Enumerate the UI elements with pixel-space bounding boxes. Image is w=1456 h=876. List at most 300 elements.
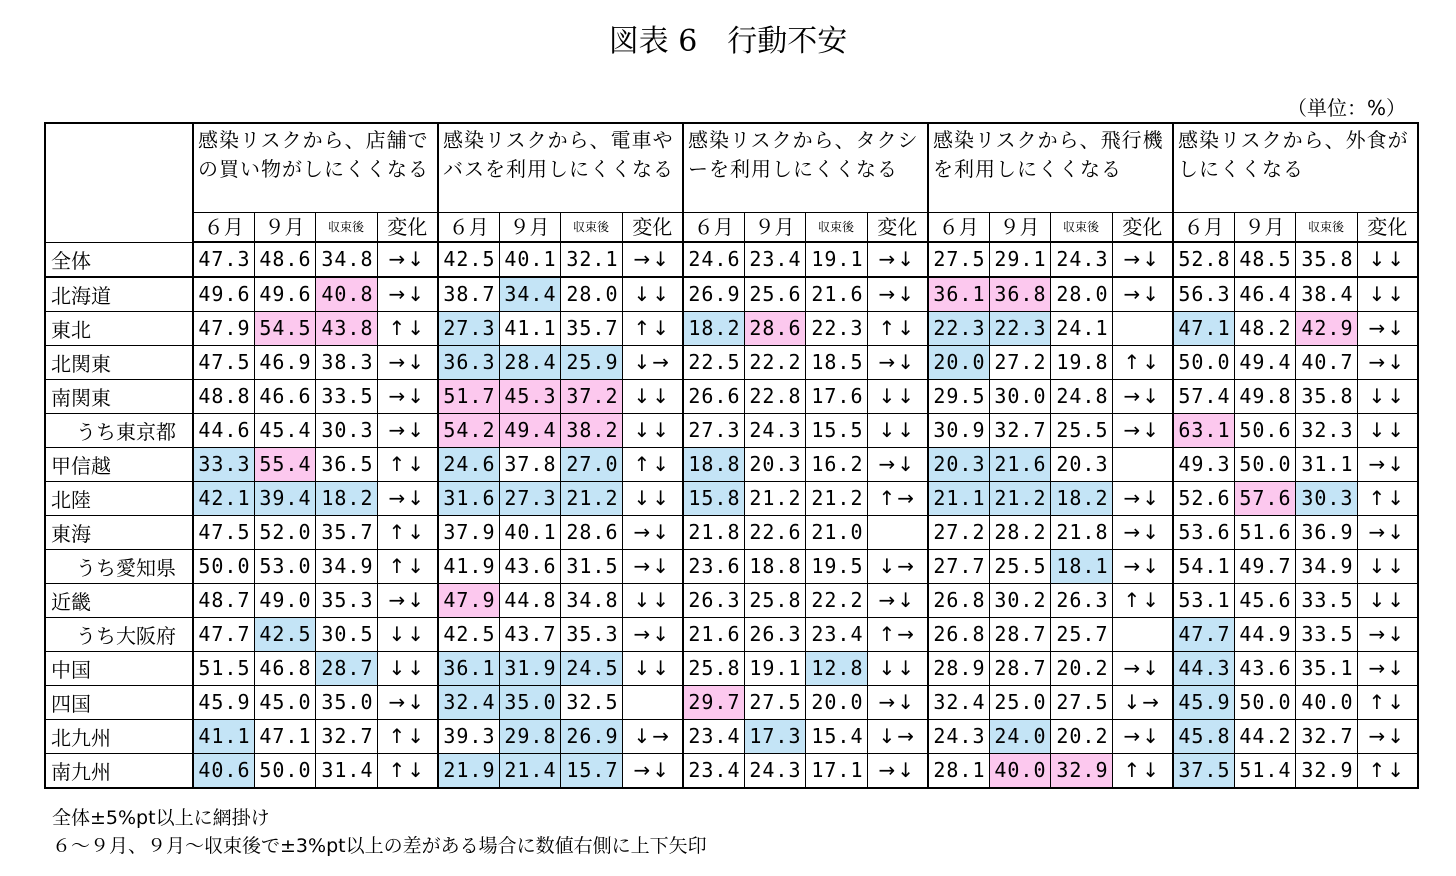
value-cell: 45.3	[499, 379, 560, 413]
change-arrows: →↓	[1112, 277, 1173, 312]
value-cell: 42.9	[1295, 311, 1357, 345]
period-header: 収束後	[560, 213, 622, 243]
value-cell: 23.4	[744, 242, 805, 277]
value-cell: 45.8	[1173, 719, 1234, 753]
value-cell: 32.5	[560, 685, 622, 719]
change-arrows: ↓↓	[1357, 549, 1418, 583]
value-cell: 40.1	[499, 515, 560, 549]
value-cell: 23.6	[683, 549, 744, 583]
value-cell: 50.6	[1234, 413, 1295, 447]
value-cell: 30.9	[928, 413, 989, 447]
change-arrows	[867, 515, 928, 549]
value-cell: 24.3	[1050, 242, 1112, 277]
figure-title: 図表 6 行動不安	[608, 24, 848, 59]
value-cell: 44.3	[1173, 651, 1234, 685]
value-cell: 17.6	[805, 379, 867, 413]
value-cell: 39.4	[254, 481, 315, 515]
value-cell: 43.7	[499, 617, 560, 651]
value-cell: 26.8	[928, 583, 989, 617]
change-arrows: ↑↓	[377, 753, 438, 788]
table-row	[45, 345, 1418, 379]
value-cell: 33.5	[315, 379, 377, 413]
value-cell: 21.1	[928, 481, 989, 515]
change-arrows: →↓	[622, 242, 683, 277]
change-arrows: →↓	[622, 617, 683, 651]
value-cell: 24.6	[438, 447, 499, 481]
value-cell: 51.4	[1234, 753, 1295, 788]
value-cell: 25.6	[744, 277, 805, 312]
value-cell: 21.0	[805, 515, 867, 549]
period-header: 変化	[377, 213, 438, 243]
period-header: 収束後	[1295, 213, 1357, 243]
value-cell: 27.0	[560, 447, 622, 481]
value-cell: 25.5	[989, 549, 1050, 583]
change-arrows: →↓	[1112, 379, 1173, 413]
value-cell: 27.5	[928, 242, 989, 277]
value-cell: 21.2	[560, 481, 622, 515]
value-cell: 21.8	[1050, 515, 1112, 549]
value-cell: 24.3	[744, 413, 805, 447]
period-header: ６月	[928, 213, 989, 243]
change-arrows: →↓	[377, 583, 438, 617]
value-cell: 30.3	[1295, 481, 1357, 515]
value-cell: 21.9	[438, 753, 499, 788]
value-cell: 30.2	[989, 583, 1050, 617]
value-cell: 45.9	[1173, 685, 1234, 719]
value-cell: 18.8	[683, 447, 744, 481]
category-header: 感染リスクから、電車やバスを利用しにくくなる	[438, 123, 683, 213]
value-cell: 54.1	[1173, 549, 1234, 583]
change-arrows: ↑→	[867, 481, 928, 515]
value-cell: 28.7	[989, 617, 1050, 651]
change-arrows: ↓↓	[867, 379, 928, 413]
value-cell: 25.5	[1050, 413, 1112, 447]
change-arrows: ↑↓	[377, 447, 438, 481]
value-cell: 18.2	[683, 311, 744, 345]
value-cell: 19.1	[805, 242, 867, 277]
value-cell: 34.8	[560, 583, 622, 617]
change-arrows: ↓↓	[622, 651, 683, 685]
value-cell: 33.5	[1295, 583, 1357, 617]
value-cell: 25.9	[560, 345, 622, 379]
value-cell: 15.7	[560, 753, 622, 788]
region-label: 東北	[45, 311, 193, 345]
value-cell: 29.1	[989, 242, 1050, 277]
value-cell: 22.3	[805, 311, 867, 345]
value-cell: 27.2	[928, 515, 989, 549]
value-cell: 31.4	[315, 753, 377, 788]
value-cell: 18.2	[1050, 481, 1112, 515]
change-arrows: ↓↓	[377, 617, 438, 651]
table-row	[45, 719, 1418, 753]
value-cell: 34.9	[1295, 549, 1357, 583]
region-label: うち大阪府	[45, 617, 193, 651]
value-cell: 33.5	[1295, 617, 1357, 651]
value-cell: 28.0	[1050, 277, 1112, 312]
value-cell: 32.4	[438, 685, 499, 719]
value-cell: 31.9	[499, 651, 560, 685]
value-cell: 26.9	[560, 719, 622, 753]
value-cell: 42.5	[254, 617, 315, 651]
table-row	[45, 242, 1418, 277]
change-arrows: ↓→	[622, 719, 683, 753]
region-label: 北海道	[45, 277, 193, 312]
value-cell: 17.1	[805, 753, 867, 788]
value-cell: 28.4	[499, 345, 560, 379]
value-cell: 37.8	[499, 447, 560, 481]
value-cell: 32.7	[989, 413, 1050, 447]
value-cell: 44.8	[499, 583, 560, 617]
value-cell: 16.2	[805, 447, 867, 481]
value-cell: 52.0	[254, 515, 315, 549]
region-label: うち東京都	[45, 413, 193, 447]
value-cell: 47.5	[193, 515, 254, 549]
change-arrows: →↓	[867, 685, 928, 719]
value-cell: 50.0	[193, 549, 254, 583]
value-cell: 50.0	[1234, 685, 1295, 719]
value-cell: 52.8	[1173, 242, 1234, 277]
change-arrows: ↑↓	[377, 719, 438, 753]
value-cell: 49.4	[1234, 345, 1295, 379]
value-cell: 22.3	[989, 311, 1050, 345]
value-cell: 42.1	[193, 481, 254, 515]
value-cell: 24.8	[1050, 379, 1112, 413]
change-arrows: →↓	[622, 753, 683, 788]
change-arrows: →↓	[867, 277, 928, 312]
value-cell: 48.6	[254, 242, 315, 277]
value-cell: 35.8	[1295, 379, 1357, 413]
region-label: 南九州	[45, 753, 193, 788]
value-cell: 31.6	[438, 481, 499, 515]
region-label: 四国	[45, 685, 193, 719]
change-arrows: →↓	[377, 345, 438, 379]
value-cell: 42.5	[438, 617, 499, 651]
region-label: 南関東	[45, 379, 193, 413]
value-cell: 55.4	[254, 447, 315, 481]
value-cell: 43.6	[499, 549, 560, 583]
change-arrows: →↓	[377, 685, 438, 719]
value-cell: 38.2	[560, 413, 622, 447]
note-shading: 全体±5%pt以上に網掛け	[52, 807, 270, 829]
change-arrows: ↑↓	[377, 311, 438, 345]
change-arrows: →↓	[377, 413, 438, 447]
value-cell: 24.6	[683, 242, 744, 277]
value-cell: 21.6	[989, 447, 1050, 481]
value-cell: 15.4	[805, 719, 867, 753]
period-header: ６月	[1173, 213, 1234, 243]
value-cell: 36.9	[1295, 515, 1357, 549]
change-arrows: ↓↓	[1357, 379, 1418, 413]
value-cell: 49.6	[193, 277, 254, 312]
value-cell: 37.9	[438, 515, 499, 549]
value-cell: 41.9	[438, 549, 499, 583]
value-cell: 32.9	[1050, 753, 1112, 788]
value-cell: 40.0	[1295, 685, 1357, 719]
change-arrows: ↑↓	[377, 549, 438, 583]
value-cell: 35.8	[1295, 242, 1357, 277]
value-cell: 23.4	[683, 753, 744, 788]
value-cell: 22.3	[928, 311, 989, 345]
change-arrows: ↓↓	[1357, 277, 1418, 312]
change-arrows: →↓	[867, 447, 928, 481]
value-cell: 28.2	[989, 515, 1050, 549]
value-cell: 25.0	[989, 685, 1050, 719]
change-arrows: ↑↓	[1112, 753, 1173, 788]
change-arrows: →↓	[1357, 447, 1418, 481]
change-arrows	[1112, 617, 1173, 651]
value-cell: 32.1	[560, 242, 622, 277]
value-cell: 48.2	[1234, 311, 1295, 345]
value-cell: 51.7	[438, 379, 499, 413]
change-arrows: →↓	[622, 549, 683, 583]
value-cell: 40.7	[1295, 345, 1357, 379]
period-header: 変化	[622, 213, 683, 243]
period-header: ９月	[499, 213, 560, 243]
value-cell: 32.9	[1295, 753, 1357, 788]
change-arrows: ↓↓	[622, 413, 683, 447]
value-cell: 20.0	[805, 685, 867, 719]
value-cell: 22.5	[683, 345, 744, 379]
change-arrows: →↓	[622, 515, 683, 549]
change-arrows: →↓	[377, 379, 438, 413]
value-cell: 24.5	[560, 651, 622, 685]
value-cell: 32.4	[928, 685, 989, 719]
value-cell: 27.3	[438, 311, 499, 345]
period-header: ６月	[193, 213, 254, 243]
table-row	[45, 651, 1418, 685]
note-arrows: ６～９月、９月～収束後で±3%pt以上の差がある場合に数値右側に上下矢印	[52, 835, 707, 857]
value-cell: 26.9	[683, 277, 744, 312]
value-cell: 20.0	[928, 345, 989, 379]
value-cell: 12.8	[805, 651, 867, 685]
value-cell: 41.1	[193, 719, 254, 753]
change-arrows: ↓→	[1112, 685, 1173, 719]
change-arrows: ↓↓	[622, 481, 683, 515]
change-arrows: →↓	[867, 242, 928, 277]
change-arrows: ↓↓	[867, 413, 928, 447]
value-cell: 27.3	[499, 481, 560, 515]
change-arrows: ↑↓	[1357, 481, 1418, 515]
value-cell: 50.0	[254, 753, 315, 788]
value-cell: 24.1	[1050, 311, 1112, 345]
value-cell: 44.6	[193, 413, 254, 447]
value-cell: 49.6	[254, 277, 315, 312]
value-cell: 22.2	[805, 583, 867, 617]
unit-label: （単位：%）	[1286, 96, 1406, 120]
change-arrows	[1112, 447, 1173, 481]
value-cell: 35.7	[560, 311, 622, 345]
value-cell: 32.3	[1295, 413, 1357, 447]
period-header: ９月	[1234, 213, 1295, 243]
corner-cell	[45, 123, 193, 242]
value-cell: 20.2	[1050, 719, 1112, 753]
change-arrows: →↓	[1357, 311, 1418, 345]
change-arrows: →↓	[867, 345, 928, 379]
value-cell: 44.9	[1234, 617, 1295, 651]
change-arrows: ↓↓	[1357, 242, 1418, 277]
table-row	[45, 379, 1418, 413]
value-cell: 18.5	[805, 345, 867, 379]
period-header: 収束後	[1050, 213, 1112, 243]
value-cell: 35.3	[315, 583, 377, 617]
value-cell: 36.8	[989, 277, 1050, 312]
region-label: 北陸	[45, 481, 193, 515]
period-header: 収束後	[315, 213, 377, 243]
value-cell: 47.1	[254, 719, 315, 753]
value-cell: 19.1	[744, 651, 805, 685]
value-cell: 38.3	[315, 345, 377, 379]
change-arrows: →↓	[1357, 345, 1418, 379]
value-cell: 57.6	[1234, 481, 1295, 515]
change-arrows: →↓	[1112, 719, 1173, 753]
value-cell: 32.7	[1295, 719, 1357, 753]
value-cell: 45.4	[254, 413, 315, 447]
value-cell: 48.5	[1234, 242, 1295, 277]
value-cell: 33.3	[193, 447, 254, 481]
value-cell: 54.5	[254, 311, 315, 345]
period-header: ６月	[683, 213, 744, 243]
value-cell: 47.1	[1173, 311, 1234, 345]
value-cell: 30.3	[315, 413, 377, 447]
change-arrows: ↓↓	[1357, 413, 1418, 447]
value-cell: 47.9	[193, 311, 254, 345]
change-arrows: ↓↓	[622, 583, 683, 617]
change-arrows: ↓↓	[1357, 583, 1418, 617]
value-cell: 53.1	[1173, 583, 1234, 617]
value-cell: 41.1	[499, 311, 560, 345]
table-row	[45, 515, 1418, 549]
value-cell: 28.1	[928, 753, 989, 788]
value-cell: 26.6	[683, 379, 744, 413]
value-cell: 37.2	[560, 379, 622, 413]
value-cell: 37.5	[1173, 753, 1234, 788]
value-cell: 42.5	[438, 242, 499, 277]
value-cell: 28.0	[560, 277, 622, 312]
value-cell: 31.5	[560, 549, 622, 583]
value-cell: 49.8	[1234, 379, 1295, 413]
value-cell: 21.2	[805, 481, 867, 515]
value-cell: 53.0	[254, 549, 315, 583]
value-cell: 24.3	[928, 719, 989, 753]
value-cell: 28.6	[744, 311, 805, 345]
value-cell: 45.9	[193, 685, 254, 719]
table-row	[45, 617, 1418, 651]
value-cell: 45.6	[1234, 583, 1295, 617]
value-cell: 22.6	[744, 515, 805, 549]
value-cell: 47.7	[193, 617, 254, 651]
category-header: 感染リスクから、外食がしにくくなる	[1173, 123, 1418, 213]
value-cell: 25.7	[1050, 617, 1112, 651]
value-cell: 30.5	[315, 617, 377, 651]
value-cell: 53.6	[1173, 515, 1234, 549]
value-cell: 36.5	[315, 447, 377, 481]
value-cell: 48.7	[193, 583, 254, 617]
change-arrows: →↓	[1112, 242, 1173, 277]
change-arrows: ↑↓	[622, 311, 683, 345]
data-table	[44, 122, 1419, 789]
value-cell: 23.4	[683, 719, 744, 753]
value-cell: 26.3	[744, 617, 805, 651]
value-cell: 20.2	[1050, 651, 1112, 685]
value-cell: 21.4	[499, 753, 560, 788]
region-label: 全体	[45, 242, 193, 277]
value-cell: 34.4	[499, 277, 560, 312]
value-cell: 17.3	[744, 719, 805, 753]
value-cell: 15.8	[683, 481, 744, 515]
change-arrows: ↑→	[867, 617, 928, 651]
notes	[52, 804, 707, 860]
change-arrows: →↓	[1357, 719, 1418, 753]
value-cell: 24.3	[744, 753, 805, 788]
period-header: 変化	[867, 213, 928, 243]
value-cell: 44.2	[1234, 719, 1295, 753]
value-cell: 35.0	[315, 685, 377, 719]
period-header: ９月	[254, 213, 315, 243]
value-cell: 49.3	[1173, 447, 1234, 481]
value-cell: 21.6	[805, 277, 867, 312]
value-cell: 22.8	[744, 379, 805, 413]
category-header: 感染リスクから、店舗での買い物がしにくくなる	[193, 123, 438, 213]
change-arrows: →↓	[867, 753, 928, 788]
value-cell: 27.7	[928, 549, 989, 583]
value-cell: 22.2	[744, 345, 805, 379]
change-arrows: ↓→	[867, 549, 928, 583]
change-arrows: →↓	[867, 583, 928, 617]
change-arrows: →↓	[1112, 413, 1173, 447]
value-cell: 28.7	[989, 651, 1050, 685]
value-cell: 28.7	[315, 651, 377, 685]
value-cell: 49.7	[1234, 549, 1295, 583]
change-arrows: ↓→	[622, 345, 683, 379]
change-arrows: ↓↓	[867, 651, 928, 685]
value-cell: 26.3	[683, 583, 744, 617]
value-cell: 39.3	[438, 719, 499, 753]
value-cell: 47.3	[193, 242, 254, 277]
table-row	[45, 311, 1418, 345]
value-cell: 18.1	[1050, 549, 1112, 583]
value-cell: 31.1	[1295, 447, 1357, 481]
value-cell: 28.9	[928, 651, 989, 685]
change-arrows: ↓→	[867, 719, 928, 753]
category-header: 感染リスクから、タクシーを利用しにくくなる	[683, 123, 928, 213]
value-cell: 19.8	[1050, 345, 1112, 379]
value-cell: 25.8	[683, 651, 744, 685]
value-cell: 15.5	[805, 413, 867, 447]
value-cell: 26.8	[928, 617, 989, 651]
table-row	[45, 753, 1418, 788]
change-arrows: →↓	[1112, 515, 1173, 549]
period-header: 変化	[1112, 213, 1173, 243]
change-arrows: ↑↓	[1112, 583, 1173, 617]
value-cell: 20.3	[1050, 447, 1112, 481]
value-cell: 57.4	[1173, 379, 1234, 413]
value-cell: 63.1	[1173, 413, 1234, 447]
region-label: 甲信越	[45, 447, 193, 481]
change-arrows: ↓↓	[622, 379, 683, 413]
table-row	[45, 549, 1418, 583]
change-arrows: →↓	[1357, 515, 1418, 549]
value-cell: 21.2	[744, 481, 805, 515]
value-cell: 21.2	[989, 481, 1050, 515]
change-arrows	[1112, 311, 1173, 345]
value-cell: 34.8	[315, 242, 377, 277]
header-row-periods	[45, 213, 1418, 243]
value-cell: 26.3	[1050, 583, 1112, 617]
value-cell: 43.6	[1234, 651, 1295, 685]
value-cell: 24.0	[989, 719, 1050, 753]
value-cell: 28.6	[560, 515, 622, 549]
value-cell: 54.2	[438, 413, 499, 447]
